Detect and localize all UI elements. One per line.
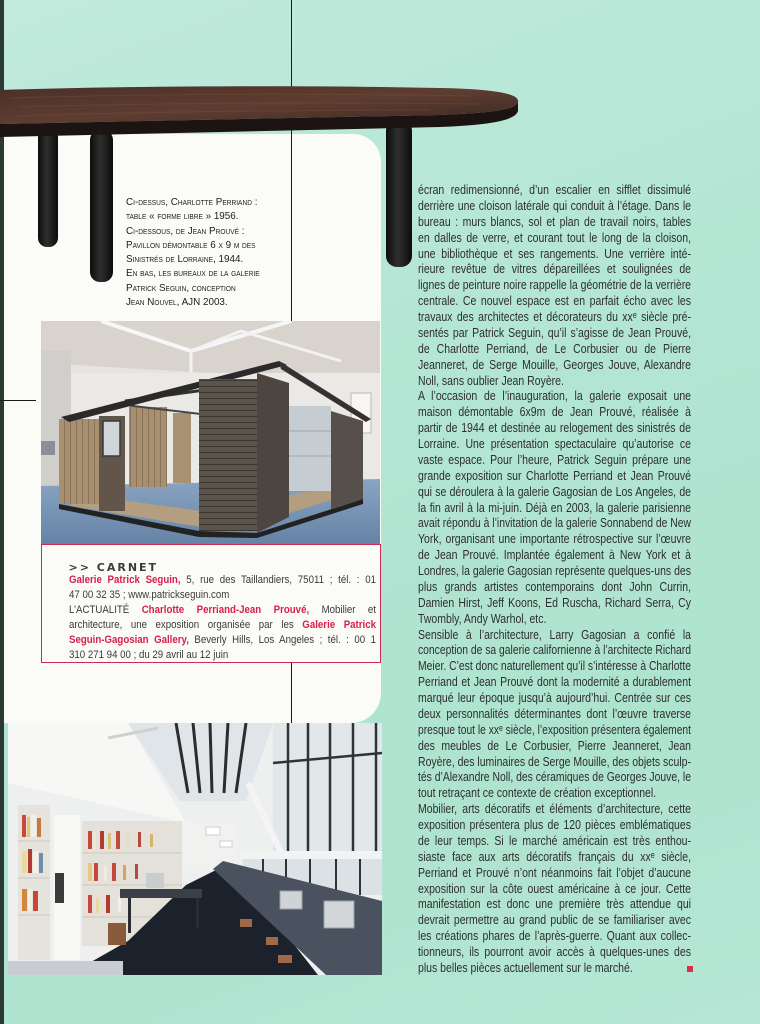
article-line xyxy=(418,897,691,913)
article-line-text: de Jean Prouvé. Implantée également à New York et à xyxy=(418,548,691,563)
article-line-text: bureau : murs blancs, sol et plan de travail noirs, tables xyxy=(418,214,691,229)
article-line xyxy=(418,643,691,659)
carnet-line xyxy=(69,618,376,633)
article-line-text: plus belles pièces actuellement sur le marché. xyxy=(418,960,633,975)
caption-text: Patrick Seguin, conception xyxy=(126,281,236,294)
article-line-text: exposition sur la côte ouest américaine à ce jour. Cette xyxy=(418,881,691,896)
article-line xyxy=(418,723,691,739)
article-line-text: Londres, la galerie Gagosian représente quelques-uns des xyxy=(418,564,691,578)
carnet-text-segment: L’ACTUALITÉ xyxy=(68,604,142,616)
carnet-text-segment: Mobilier et xyxy=(308,604,376,616)
article-line-text: maison démontable 6x9m de Jean Prouvé, réalisée à xyxy=(418,405,691,420)
article-line xyxy=(418,564,691,580)
carnet-text-segment: Beverly Hills, Los Angeles ; tél. : 00 1 xyxy=(188,634,376,646)
article-line xyxy=(418,834,691,850)
article-line-text: en dalles de verre, et courant tout le long de la cloison, xyxy=(418,230,691,245)
article-line-text: derrière une cloison latérale qui conduit à l’étage. Dans le xyxy=(418,198,691,213)
article-line xyxy=(418,929,691,945)
carnet-text-segment: architecture, une exposition organisée par les xyxy=(68,619,302,631)
article-line xyxy=(418,262,691,278)
article-line-text: Noll, sans oublier Jean Royère. xyxy=(418,373,564,388)
article-line-text: Damien Hirst, Jeff Koons, Ed Ruscha, Richard Serra, Cy xyxy=(418,595,691,610)
article-line xyxy=(418,310,691,326)
article-line xyxy=(418,755,691,771)
article-line xyxy=(418,278,691,294)
article-line xyxy=(418,469,691,485)
article-line xyxy=(418,675,691,691)
article-line xyxy=(418,231,691,247)
office-photo xyxy=(8,723,382,975)
article-line xyxy=(418,374,691,390)
article-line xyxy=(418,882,691,898)
carnet-heading: >> CARNET xyxy=(68,561,159,574)
article-line-text: siaste face aux arts décoratifs français du xxᵉ siècle, xyxy=(418,849,691,864)
article-line-text: devrait permettre au grand public de se familiariser avec xyxy=(418,913,691,928)
rule-stub xyxy=(0,400,36,401)
article-line-text: les créations phares de l’après-guerre. Quant aux collec- xyxy=(418,929,691,944)
article-line-text: Perriand et Jean Prouvé dont la modernité a durablement xyxy=(418,675,691,690)
article-line-text: travaux des architectes et décorateurs du xxᵉ siècle pré- xyxy=(418,310,691,324)
article-line-text: manifestation est donc une première très attendue qui xyxy=(418,897,691,912)
article-line xyxy=(418,612,691,628)
carnet-text-segment: 5, rue des Taillandiers, 75011 ; tél. : 01 xyxy=(180,574,376,586)
carnet-line xyxy=(69,633,376,648)
article-line-text: presque tout le xxᵉ siècle, l’exposition présentera également xyxy=(418,722,691,737)
article-line xyxy=(418,437,691,453)
article-line-text: conception de sa galerie californienne à l’architecte Richard xyxy=(418,643,691,658)
article-line-text: rieure revêtue de vitres dépareillées et soulignées de xyxy=(418,262,691,277)
article-line xyxy=(418,294,691,310)
article-line-text: vaste espace. Pour l’heure, Patrick Seguin prépare une xyxy=(418,452,691,467)
article-line-text: une bibliothèque et ses rangements. Une verrière inté- xyxy=(418,246,691,261)
article-line-text: Mobilier, arts décoratifs et éléments d’architecture, cette xyxy=(418,802,691,817)
carnet-highlight: Charlotte Perriand-Jean Prouvé, xyxy=(141,604,309,616)
article-line xyxy=(418,183,691,199)
article-paragraph xyxy=(418,802,691,977)
caption-line xyxy=(126,295,291,309)
caption-text: Pavillon démontable 6 x 9 m des xyxy=(126,238,256,251)
article-line-text: Lorraine. Une présentation spectaculaire qu’autorise ce xyxy=(418,437,691,451)
carnet-text-segment: 47 00 32 35 ; www.patrickseguin.com xyxy=(68,589,229,601)
article-line xyxy=(418,485,691,501)
article-line-text: exposition présentera plus de 120 pièces emblématiques xyxy=(418,818,691,832)
carnet-highlight: Galerie Patrick Seguin, xyxy=(68,574,181,586)
article-line xyxy=(418,358,691,374)
article-line-text: écran redimensionné, d’un escalier en sifflet dissimulé xyxy=(418,183,691,197)
table-leg xyxy=(90,130,113,282)
article-line xyxy=(418,580,691,596)
caption-line xyxy=(126,238,291,252)
carnet-highlight: Galerie Patrick xyxy=(301,619,376,631)
article-line xyxy=(418,199,691,215)
carnet-line xyxy=(69,648,376,663)
caption-text: Ci-dessous, de Jean Prouvé : xyxy=(126,224,245,237)
carnet-line-text xyxy=(69,648,228,663)
article-line xyxy=(418,691,691,707)
carnet-line-text xyxy=(69,618,376,633)
article-line xyxy=(418,453,691,469)
carnet-line xyxy=(69,603,376,618)
article-line-text: Perriand et Prouvé n’ont néanmoins fait l’objet d’aucune xyxy=(418,865,691,880)
carnet-line-text xyxy=(69,603,376,618)
article-line xyxy=(418,913,691,929)
article-line-text: partir de 1944 et destinée au relogement des sinistrés de xyxy=(418,421,691,436)
article-line xyxy=(418,516,691,532)
article-line-text: York, organisant une importante rétrospective sur l’œuvre xyxy=(418,532,691,547)
article-line xyxy=(418,659,691,675)
carnet-text xyxy=(69,573,376,663)
article-line-text: tionneurs, ils pourront avoir accès à quelques-unes des xyxy=(418,945,691,959)
article-line xyxy=(418,628,691,644)
article-line xyxy=(418,818,691,834)
carnet-text-segment: 310 271 94 00 ; du 29 avril au 12 juin xyxy=(68,649,228,661)
article-paragraph xyxy=(418,389,691,627)
article-line xyxy=(418,501,691,517)
caption-line xyxy=(126,195,291,209)
article-line xyxy=(418,389,691,405)
article-line-text: lignes de peinture noire rappelle la géométrie de la verrière xyxy=(418,278,691,293)
pavilion-photo xyxy=(41,321,380,544)
article-line xyxy=(418,945,691,961)
article-paragraph xyxy=(418,628,691,803)
photo-caption xyxy=(126,195,291,309)
article-line-text: qui se déroulera à la galerie Gagosian de Los Angeles, de xyxy=(418,484,691,499)
article-line xyxy=(418,770,691,786)
caption-line xyxy=(126,252,291,266)
article-line xyxy=(418,215,691,231)
article-line xyxy=(418,786,691,802)
carnet-highlight: Seguin-Gagosian Gallery, xyxy=(68,634,189,646)
table-leg xyxy=(386,120,412,267)
caption-text: Sinistrés de Lorraine, 1944. xyxy=(126,253,244,266)
caption-line xyxy=(126,281,291,295)
article-line xyxy=(418,707,691,723)
article-line-text: avait répondu à l’invitation de la galerie Sonnabend de New xyxy=(418,516,691,531)
article-body xyxy=(418,183,691,977)
article-line-text: tout retraçant ce contexte de création exceptionnel. xyxy=(418,786,657,801)
article-paragraph xyxy=(418,183,691,389)
article-line-text: la fin avril à la mi-juin. Déjà en 2003, la galerie parisienne xyxy=(418,500,691,515)
article-line-text: grande exposition sur Charlotte Perriand et Jean Prouvé xyxy=(418,468,691,483)
caption-text: Jean Nouvel, AJN 2003. xyxy=(126,296,228,309)
article-line-text: centrale. Ce nouvel espace est en parfait écho avec les xyxy=(418,294,691,309)
caption-text: table « forme libre » 1956. xyxy=(126,210,239,223)
article-line-text: de leur temps. Si le marché américain est très enthou- xyxy=(418,833,691,848)
article-line xyxy=(418,850,691,866)
article-line-text: A l’occasion de l’inauguration, la galerie exposait une xyxy=(418,389,691,404)
caption-text: Ci-dessus, Charlotte Perriand : xyxy=(126,196,258,208)
article-line xyxy=(418,326,691,342)
article-line xyxy=(418,739,691,755)
carnet-line-text xyxy=(69,633,376,648)
article-line-text: Jeanneret, de Serge Mouille, Georges Jouve, Alexandre xyxy=(418,357,691,372)
article-line-text: Sensible à l’architecture, Larry Gagosian a confié la xyxy=(418,627,691,642)
article-line-text: plus grands artistes contemporains dont John Currin, xyxy=(418,579,691,594)
caption-line xyxy=(126,224,291,238)
article-line-text: de Charlotte Perriand, de Le Corbusier ou de Pierre xyxy=(418,341,691,356)
article-line xyxy=(418,802,691,818)
article-line-text: Meier. C’est donc naturellement qu’il s’intéresse à Charlotte xyxy=(418,659,691,674)
article-line xyxy=(418,866,691,882)
article-line xyxy=(418,596,691,612)
article-line-text: marqué leur époque jusqu’à aujourd’hui. Centrée sur ces xyxy=(418,691,691,705)
article-line xyxy=(418,532,691,548)
carnet-line-text xyxy=(69,573,376,588)
end-mark-icon xyxy=(687,966,693,972)
article-line-text: Twombly, Andy Warhol, etc. xyxy=(418,611,547,626)
article-line xyxy=(418,421,691,437)
article-line xyxy=(418,548,691,564)
carnet-line xyxy=(69,573,376,588)
caption-line xyxy=(126,266,291,280)
article-line xyxy=(418,342,691,358)
article-line-text: Royère, des luminaires de Serge Mouille, des objets sculp- xyxy=(418,754,691,769)
article-line xyxy=(418,247,691,263)
table-leg xyxy=(38,128,58,247)
article-line-text: sentés par Patrick Seguin, qu’il s’agisse de Jean Prouvé, xyxy=(418,325,691,340)
carnet-line xyxy=(69,588,376,603)
caption-text: En bas, les bureaux de la galerie xyxy=(126,267,260,280)
article-line-text: deux personnalités déterminantes dont l’œuvre traverse xyxy=(418,706,691,721)
article-line xyxy=(418,961,691,977)
article-line-text: tés d’Alexandre Noll, des céramiques de Georges Jouve, le xyxy=(418,770,691,785)
article-line-text: des meubles de Le Corbusier, Pierre Jeanneret, Jean xyxy=(418,738,691,753)
article-line xyxy=(418,405,691,421)
carnet-box xyxy=(41,544,381,663)
caption-line xyxy=(126,209,291,223)
carnet-line-text xyxy=(69,588,229,603)
